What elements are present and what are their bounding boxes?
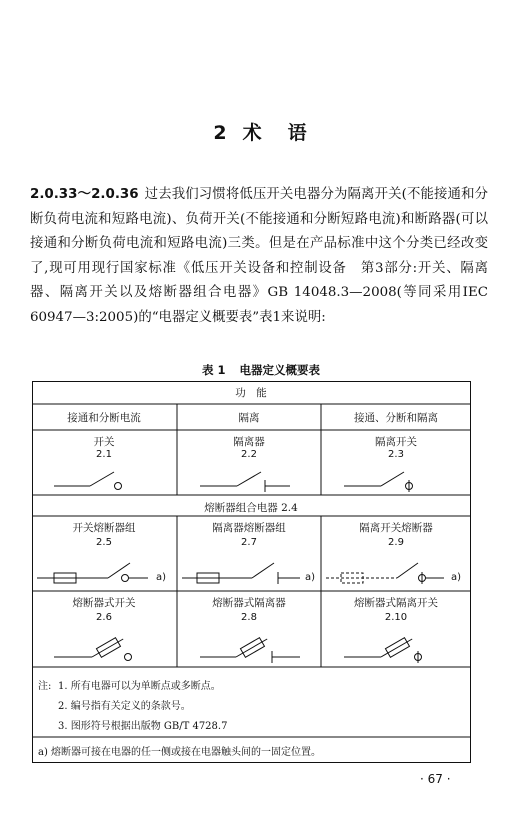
fuse-switch-symbol-icon — [54, 635, 132, 662]
fuse-disconnector-symbol-icon — [200, 635, 300, 663]
table-number: 表 1 — [201, 363, 226, 377]
footnote-mark-2-9: a) — [451, 572, 462, 583]
col-header-make-break: 接通和分断电流 — [67, 412, 141, 424]
cell-fuse-switch-disconnector-code: 2.10 — [384, 612, 408, 623]
fuse-combination-header: 熔断器组合电器 2.4 — [204, 502, 298, 514]
switch-symbol-icon — [54, 472, 122, 490]
cell-disconnector-code: 2.2 — [241, 449, 257, 460]
notes-label: 注: — [38, 681, 52, 692]
cell-switch-disconnector-fuse-name: 隔离开关熔断器 — [359, 522, 433, 534]
paragraph-text: 过去我们习惯将低压开关电器分为隔离开关(不能接通和分断负荷电流和短路电流)、负荷开关(不能接通和分断短路电流)和断路器(可以接通和分断负荷电流和短路电流)三类。但是在产品标准中这个分类已经改变了,现可用现行国家标准《低压开关设备和控制设备 第3部分:开关、隔离器、隔离开关以及熔断器组合电器》GB 14048.3—2008(等同采用IEC 60947—3:2005)的“电器定义概要表”表1来说明: — [30, 187, 488, 325]
cell-fuse-disconnector-code: 2.8 — [241, 612, 257, 623]
note-1: 1. 所有电器可以为单断点或多断点。 — [58, 681, 221, 692]
cell-switch-code: 2.1 — [96, 449, 112, 460]
cell-disconnector-fuse-name: 隔离器熔断器组 — [212, 522, 286, 534]
disconnector-fuse-symbol-icon — [182, 563, 300, 584]
col-header-isolation: 隔离 — [238, 412, 260, 424]
footnote-mark-2-7: a) — [305, 572, 316, 583]
chapter-title-word-1: 术 — [242, 122, 264, 144]
cell-fuse-disconnector-name: 熔断器式隔离器 — [212, 597, 286, 609]
table-header-function: 功 能 — [235, 387, 267, 399]
chapter-title-word-2: 语 — [287, 122, 309, 144]
definition-table — [32, 381, 471, 763]
cell-switch-fuse-name: 开关熔断器组 — [72, 522, 136, 534]
cell-switch-fuse-code: 2.5 — [96, 537, 112, 548]
table-footnote: a) 熔断器可接在电器的任一侧或接在电器触头间的一固定位置。 — [38, 747, 322, 758]
cell-switch-name: 开关 — [93, 436, 115, 448]
footnote-mark-2-5: a) — [156, 572, 167, 583]
switch-disconnector-symbol-icon — [344, 472, 413, 492]
page-number: · 67 · — [420, 772, 451, 786]
body-paragraph — [30, 183, 488, 331]
disconnector-symbol-icon — [200, 472, 290, 492]
note-2: 2. 编号指有关定义的条款号。 — [58, 701, 191, 712]
cell-switch-disconnector-fuse-code: 2.9 — [388, 537, 404, 548]
cell-switch-disconnector-name: 隔离开关 — [375, 436, 417, 448]
col-header-make-break-isolate: 接通、分断和隔离 — [354, 412, 438, 424]
table-caption — [0, 362, 522, 378]
switch-disconnector-fuse-symbol-icon — [326, 563, 444, 584]
cell-fuse-switch-disconnector-name: 熔断器式隔离开关 — [354, 597, 438, 609]
cell-switch-disconnector-code: 2.3 — [388, 449, 404, 460]
cell-fuse-switch-code: 2.6 — [96, 612, 112, 623]
note-3: 3. 图形符号根据出版物 GB/T 4728.7 — [58, 721, 228, 732]
table-title: 电器定义概要表 — [239, 363, 320, 377]
chapter-number: 2 — [213, 122, 229, 144]
cell-disconnector-fuse-code: 2.7 — [241, 537, 257, 548]
clause-number: 2.0.33～2.0.36 — [30, 187, 139, 202]
cell-fuse-switch-name: 熔断器式开关 — [72, 597, 136, 609]
fuse-switch-disconnector-symbol-icon — [344, 635, 422, 663]
chapter-title — [0, 118, 522, 145]
cell-disconnector-name: 隔离器 — [233, 436, 265, 448]
switch-fuse-symbol-icon — [37, 563, 148, 583]
